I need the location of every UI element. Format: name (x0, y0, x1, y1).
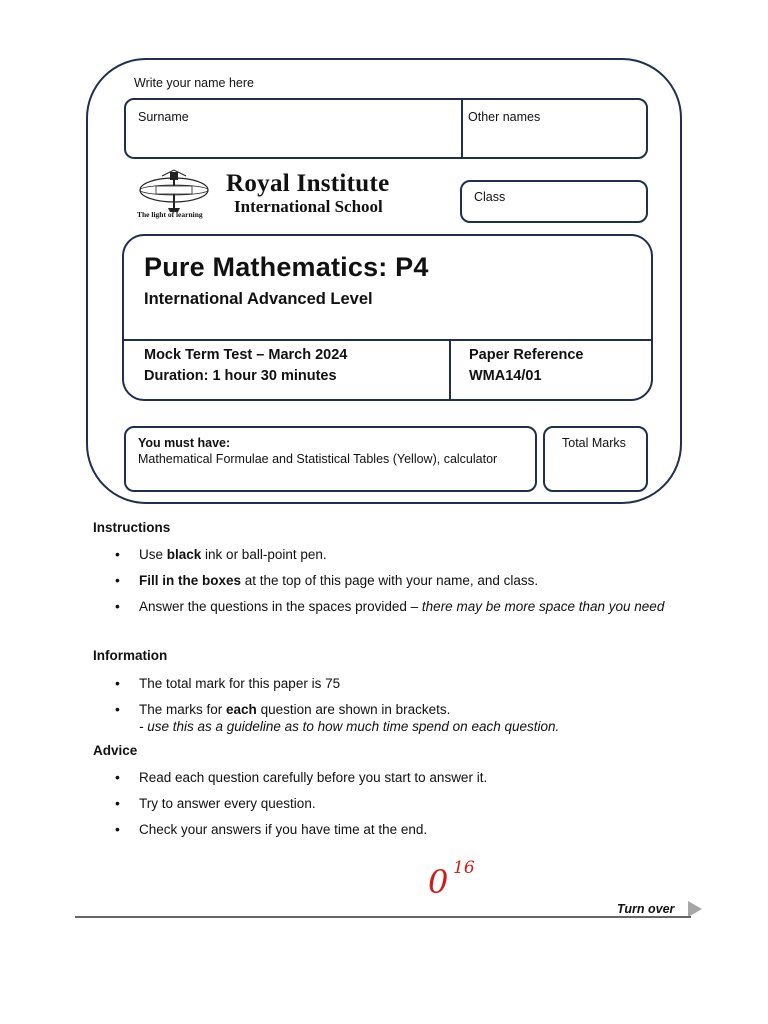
subject-box-vdivider (449, 340, 451, 399)
duration: Duration: 1 hour 30 minutes (144, 368, 337, 384)
instructions-list (93, 546, 733, 615)
list-item: • Try to answer every question. (93, 795, 733, 812)
logo-tagline: The light of learning (137, 210, 203, 219)
test-name: Mock Term Test – March 2024 (144, 347, 348, 363)
information-heading: Information (93, 648, 168, 663)
list-item: • Fill in the boxes at the top of this page with your name, and class. (93, 572, 733, 589)
name-prompt: Write your name here (134, 76, 254, 90)
information-list (93, 675, 733, 735)
instructions-heading: Instructions (93, 520, 171, 535)
surname-field[interactable] (252, 102, 452, 156)
name-box-divider (461, 100, 463, 157)
logo-subtitle: International School (234, 197, 383, 216)
must-have-text: Mathematical Formulae and Statistical Tables (Yellow), calculator (138, 452, 498, 466)
other-names-label: Other names (468, 110, 541, 124)
class-box[interactable] (460, 180, 648, 223)
list-item: • The marks for each question are shown in brackets. - use this as a guideline as to how much time spend on each question. (93, 701, 733, 735)
total-marks-label: Total Marks (562, 436, 626, 450)
must-have-box (124, 426, 537, 492)
turn-over-label: Turn over (617, 902, 675, 916)
list-item: • Use black ink or ball-point pen. (93, 546, 733, 563)
class-label: Class (474, 190, 506, 204)
score-total: 16 (453, 858, 475, 878)
advice-list (93, 769, 733, 838)
paper-reference (469, 345, 583, 387)
subject-box (122, 234, 653, 401)
surname-label: Surname (138, 110, 189, 124)
must-have-label: You must have: (138, 436, 231, 450)
logo-title: Royal Institute (226, 170, 390, 197)
subject-title: Pure Mathematics: P4 (144, 252, 429, 282)
test-info (144, 345, 347, 387)
list-item: • Check your answers if you have time at the end. (93, 821, 733, 838)
paper-ref-value: WMA14/01 (469, 368, 542, 384)
list-item: • Read each question carefully before you start to answer it. (93, 769, 733, 786)
footer-rule (75, 916, 691, 918)
level-label: International Advanced Level (144, 290, 373, 308)
school-logo (134, 168, 444, 224)
advice-heading: Advice (93, 743, 138, 758)
paper-ref-label: Paper Reference (469, 347, 584, 363)
score-mark: 0 (428, 863, 449, 901)
subject-box-divider (124, 339, 651, 341)
list-item: • Answer the questions in the spaces provided – there may be more space than you need (93, 598, 733, 615)
other-names-field[interactable] (470, 102, 642, 156)
total-marks-box[interactable] (543, 426, 648, 492)
list-item: • The total mark for this paper is 75 (93, 675, 733, 692)
